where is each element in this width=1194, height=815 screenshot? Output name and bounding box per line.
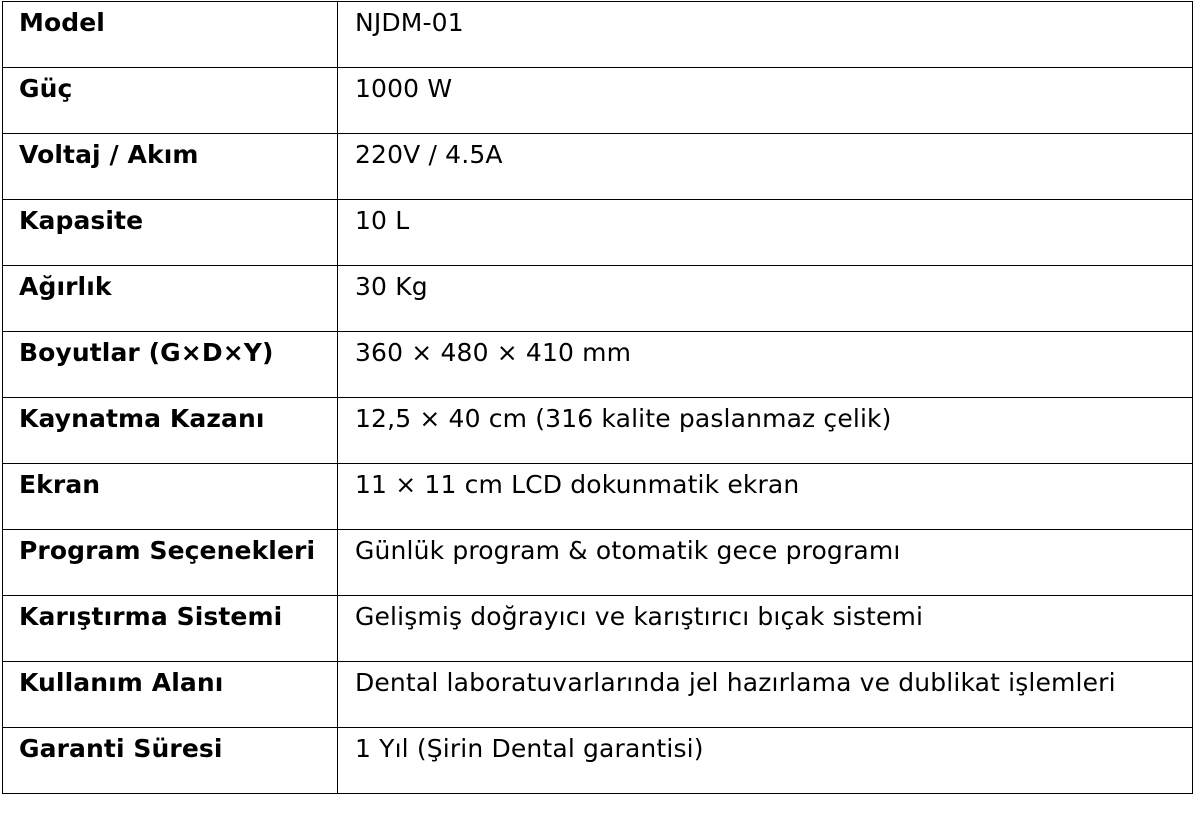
row-value-usage-area: Dental laboratuvarlarında jel hazırlama ve dublikat işlemleri (338, 662, 1193, 728)
row-label-weight: Ağırlık (3, 266, 338, 332)
row-label-warranty: Garanti Süresi (3, 728, 338, 794)
table-row (3, 266, 1193, 332)
row-value-model: NJDM-01 (338, 2, 1193, 68)
row-label-capacity: Kapasite (3, 200, 338, 266)
row-value-mixing-system: Gelişmiş doğrayıcı ve karıştırıcı bıçak sistemi (338, 596, 1193, 662)
table-row (3, 728, 1193, 794)
table-row (3, 596, 1193, 662)
table-row (3, 2, 1193, 68)
row-value-power: 1000 W (338, 68, 1193, 134)
row-label-usage-area: Kullanım Alanı (3, 662, 338, 728)
table-row (3, 134, 1193, 200)
spec-table (2, 1, 1193, 794)
row-value-capacity: 10 L (338, 200, 1193, 266)
row-value-program-options: Günlük program & otomatik gece programı (338, 530, 1193, 596)
table-row (3, 662, 1193, 728)
row-value-warranty: 1 Yıl (Şirin Dental garantisi) (338, 728, 1193, 794)
row-label-program-options: Program Seçenekleri (3, 530, 338, 596)
row-label-dimensions: Boyutlar (G×D×Y) (3, 332, 338, 398)
row-label-screen: Ekran (3, 464, 338, 530)
table-row (3, 332, 1193, 398)
table-row (3, 68, 1193, 134)
row-label-boiler: Kaynatma Kazanı (3, 398, 338, 464)
row-label-mixing-system: Karıştırma Sistemi (3, 596, 338, 662)
row-value-weight: 30 Kg (338, 266, 1193, 332)
table-row (3, 464, 1193, 530)
table-row (3, 200, 1193, 266)
row-value-screen: 11 × 11 cm LCD dokunmatik ekran (338, 464, 1193, 530)
table-row (3, 530, 1193, 596)
row-value-dimensions: 360 × 480 × 410 mm (338, 332, 1193, 398)
row-value-voltage-current: 220V / 4.5A (338, 134, 1193, 200)
row-label-model: Model (3, 2, 338, 68)
row-label-power: Güç (3, 68, 338, 134)
row-value-boiler: 12,5 × 40 cm (316 kalite paslanmaz çelik) (338, 398, 1193, 464)
table-row (3, 398, 1193, 464)
row-label-voltage-current: Voltaj / Akım (3, 134, 338, 200)
